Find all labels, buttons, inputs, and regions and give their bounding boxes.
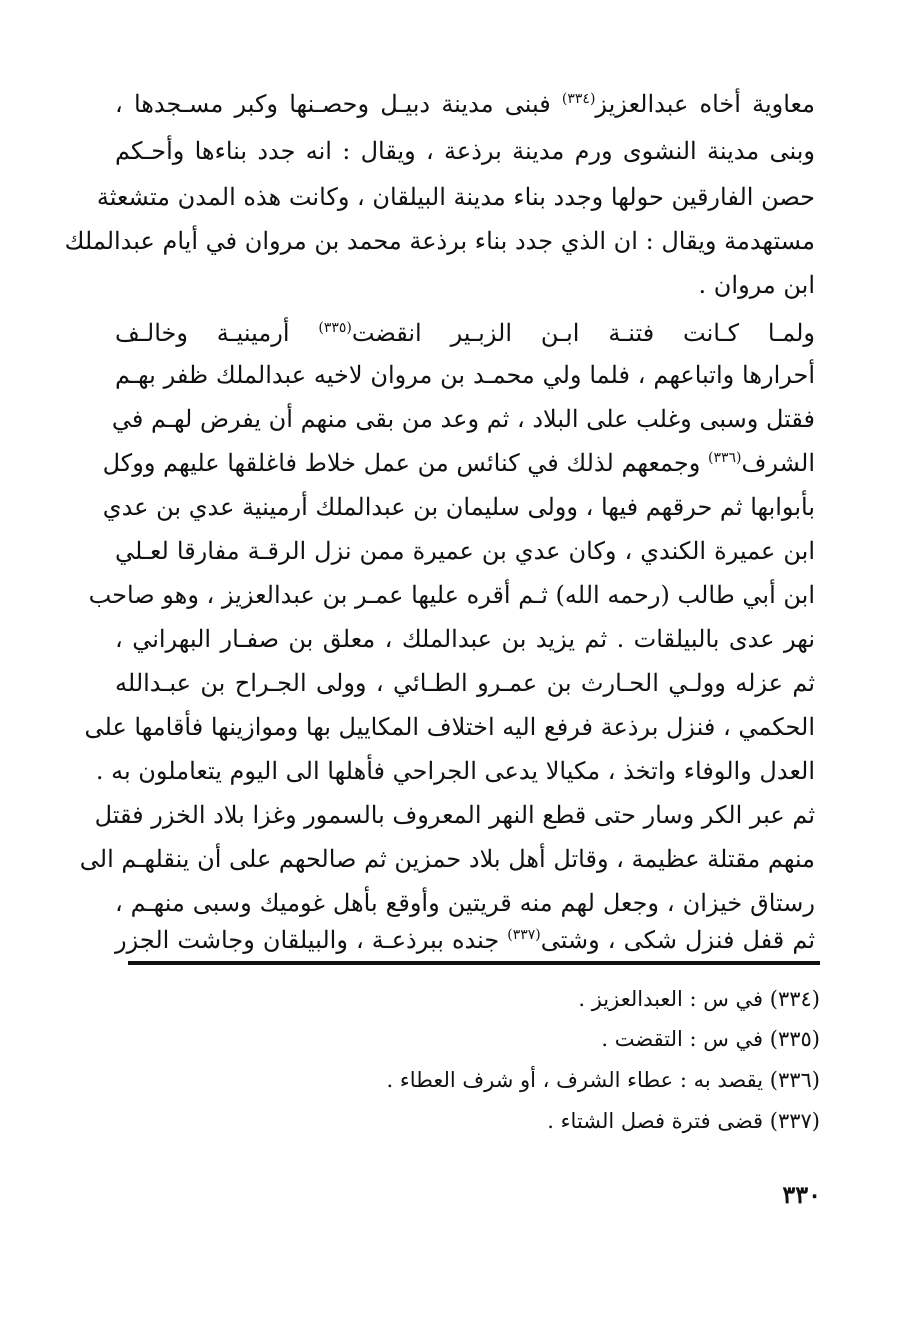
footnote-reference: (٣٣٧)	[507, 927, 541, 943]
text-line: ابن مروان .	[698, 271, 815, 299]
footnote-reference: (٣٣٥)	[318, 320, 352, 336]
text-line: ثم عبر الكر وسار حتى قطع النهر المعروف بالسمور وغزا بلاد الخزر فقتل	[94, 801, 815, 829]
footnote-divider	[128, 961, 820, 965]
text-line: الحكمي ، فنزل برذعة فرفع اليه اختلاف المكاييل بها وموازينها فأقامها على	[84, 713, 815, 741]
text-segment: ولمـا كـانت فتنـة ابـن الزبـير انقضت	[351, 319, 816, 347]
text-line: نهر عدى بالبيلقات . ثم يزيد بن عبدالملك ، معلق بن صفـار البهراني ،	[115, 625, 815, 653]
footnote: (٣٣٥) في س : التقضت .	[601, 1027, 820, 1051]
text-line: وبنى مدينة النشوى ورم مدينة برذعة ، ويقال : انه جدد بناءها وأحـكم	[115, 137, 815, 165]
footnote-reference: (٣٣٤)	[561, 91, 596, 107]
footnote: (٣٣٧) قضى فترة فصل الشتاء .	[547, 1109, 820, 1133]
text-segment: الشرف	[741, 449, 815, 477]
text-line: ثم عزله وولـي الحـارث بن عمـرو الطـائي ، وولى الجـراح بن عبـدالله	[115, 669, 815, 697]
footnote-reference: (٣٣٦)	[707, 450, 742, 466]
text-segment: فبنى مدينة دبيـل وحصـنها وكبر مسـجدها ،	[115, 90, 562, 118]
text-line	[115, 89, 815, 119]
text-segment: وجمعهم لذلك في كنائس من عمل خلاط فاغلقها عليهم ووكل	[102, 449, 708, 477]
text-line	[115, 318, 815, 348]
text-line: حصن الفارقين حولها وجدد بناء مدينة البيلقان ، وكانت هذه المدن متشعثة	[96, 183, 815, 211]
text-line: منهم مقتلة عظيمة ، وقاتل أهل بلاد حمزين ثم صالحهم على أن ينقلهـم الى	[79, 845, 815, 873]
text-segment: معاوية أخاه عبدالعزيز	[595, 90, 815, 118]
text-line: رستاق خيزان ، وجعل لهم منه قريتين وأوقع بأهل غوميك وسبى منهـم ،	[115, 889, 815, 917]
text-segment: أرمينيـة وخالـف	[115, 319, 319, 347]
text-segment: جنده ببرذعـة ، والبيلقان وجاشت الجزر	[115, 926, 508, 954]
text-line	[115, 925, 815, 955]
text-line: مستهدمة ويقال : ان الذي جدد بناء برذعة محمد بن مروان في أيام عبدالملك	[64, 227, 815, 255]
text-line	[102, 448, 815, 478]
text-line: فقتل وسبى وغلب على البلاد ، ثم وعد من بقى منهم أن يفرض لهـم في	[111, 405, 815, 433]
footnote: (٣٣٦) يقصد به : عطاء الشرف ، أو شرف العطاء .	[386, 1068, 820, 1092]
text-line: بأبوابها ثم حرقهم فيها ، وولى سليمان بن عبدالملك أرمينية عدي بن عدي	[102, 493, 815, 521]
text-line: ابن أبي طالب (رحمه الله) ثـم أقره عليها عمـر بن عبدالعزيز ، وهو صاحب	[88, 581, 815, 609]
text-line: العدل والوفاء واتخذ ، مكيالا يدعى الجراحي فأهلها الى اليوم يتعاملون به .	[95, 757, 815, 785]
page-number: ٣٣٠	[782, 1180, 821, 1209]
text-segment: ثم قفل فنزل شكى ، وشتى	[540, 926, 815, 954]
text-line: ابن عميرة الكندي ، وكان عدي بن عميرة ممن نزل الرقـة مفارقا لعـلي	[115, 537, 815, 565]
text-line: أحرارها واتباعهم ، فلما ولي محمـد بن مروان لاخيه عبدالملك ظفر بهـم	[115, 361, 816, 389]
footnote: (٣٣٤) في س : العبدالعزيز .	[578, 987, 820, 1011]
